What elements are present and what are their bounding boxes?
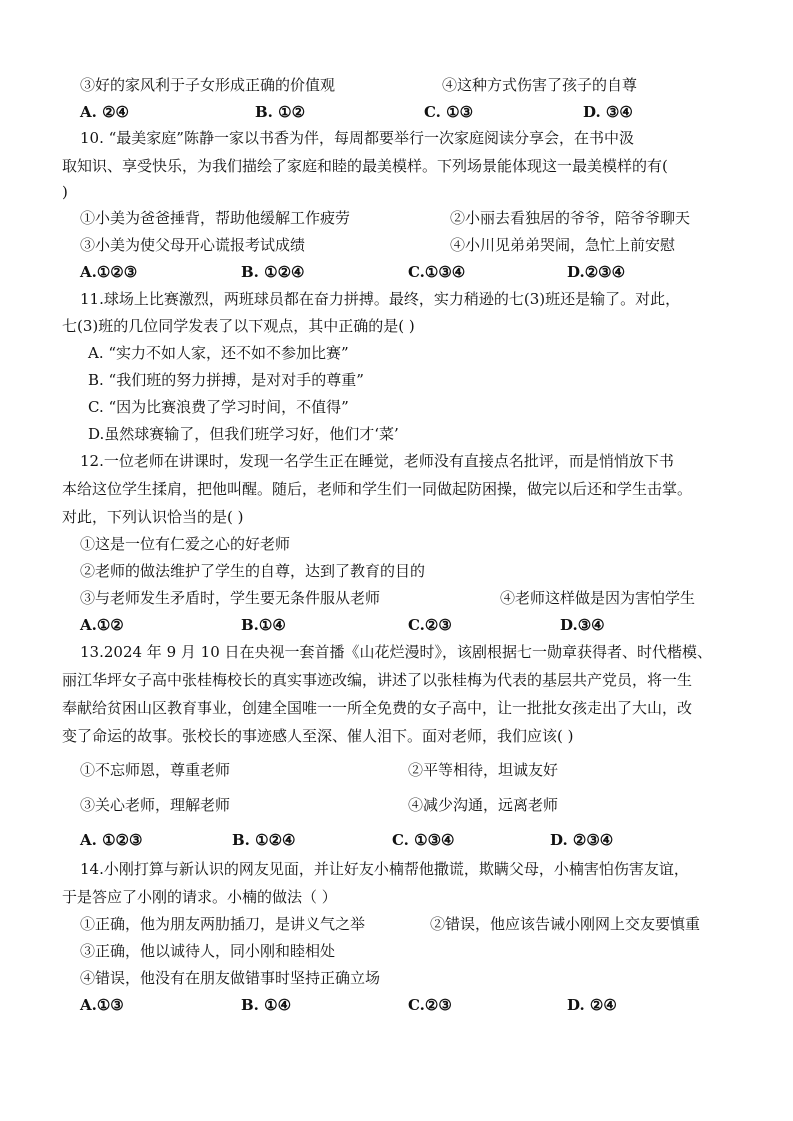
q13-option-d: D. ②③④ <box>550 831 614 849</box>
q12-statement-1: ①这是一位有仁爱之心的好老师 <box>80 535 291 553</box>
q10-option-c: C.①③④ <box>408 263 466 281</box>
q14-option-a: A.①③ <box>80 996 124 1014</box>
q13-option-b: B. ①②④ <box>232 831 296 849</box>
q13-statement-2: ②平等相待，坦诚友好 <box>408 761 559 779</box>
q10-option-b: B. ①②④ <box>241 263 305 281</box>
q13-stem-line-3: 奉献给贫困山区教育事业，创建全国唯一一所全免费的女子高中，让一批批女孩走出了大山，改 <box>62 699 693 717</box>
q12-option-b: B.①④ <box>241 616 286 634</box>
q9-statement-3: ③好的家风利于子女形成正确的价值观 <box>80 76 336 94</box>
q13-stem-line-4: 变了命运的故事。张校长的事迹感人至深、催人泪下。面对老师，我们应该( ) <box>62 727 574 745</box>
q14-option-c: C.②③ <box>408 996 452 1014</box>
q10-stem-line-2: 取知识、享受快乐，为我们描绘了家庭和睦的最美模样。下列场景能体现这一最美模样的有( <box>62 157 668 175</box>
q14-statement-2: ②错误，他应该告诫小刚网上交友要慎重 <box>430 915 701 933</box>
q14-stem-line-2: 于是答应了小刚的请求。小楠的做法（ ） <box>62 888 337 906</box>
q10-option-a: A.①②③ <box>80 263 138 281</box>
q14-statement-1: ①正确，他为朋友两肋插刀，是讲义气之举 <box>80 915 366 933</box>
q14-stem-line-1: 14.小刚打算与新认识的网友见面，并让好友小楠帮他撒谎，欺瞒父母，小楠害怕伤害友谊， <box>80 860 689 878</box>
q14-option-b: B. ①④ <box>241 996 292 1014</box>
q10-option-d: D.②③④ <box>567 263 626 281</box>
q12-statement-2: ②老师的做法维护了学生的自尊，达到了教育的目的 <box>80 562 426 580</box>
q10-statement-1: ①小美为爸爸捶背，帮助他缓解工作疲劳 <box>80 209 351 227</box>
q12-stem-line-3: 对此，下列认识恰当的是( ) <box>62 508 244 526</box>
q13-stem-line-1: 13.2024 年 9 月 10 日在央视一套首播《山花烂漫时》，该剧根据七一勋章获得者、时代楷模、 <box>80 643 713 661</box>
q9-option-b: B. ①② <box>255 103 306 121</box>
q13-statement-4: ④减少沟通，远离老师 <box>408 796 559 814</box>
q10-statement-3: ③小美为使父母开心谎报考试成绩 <box>80 236 306 254</box>
q13-statement-3: ③关心老师，理解老师 <box>80 796 231 814</box>
q14-option-d: D. ②④ <box>567 996 617 1014</box>
q13-stem-line-2: 丽江华坪女子高中张桂梅校长的真实事迹改编，讲述了以张桂梅为代表的基层共产党员，将一生 <box>62 671 693 689</box>
q12-statement-4: ④老师这样做是因为害怕学生 <box>500 589 696 607</box>
q10-statement-2: ②小丽去看独居的爷爷，陪爷爷聊天 <box>450 209 691 227</box>
q13-option-a: A. ①②③ <box>80 831 143 849</box>
q9-option-a: A. ②④ <box>80 103 129 121</box>
q9-statement-4: ④这种方式伤害了孩子的自尊 <box>442 76 638 94</box>
q11-option-d: D.虽然球赛输了，但我们班学习好，他们才‘菜’ <box>88 425 399 443</box>
q13-statement-1: ①不忘师恩，尊重老师 <box>80 761 231 779</box>
q11-option-c: C. “因为比赛浪费了学习时间，不值得” <box>88 398 349 416</box>
q12-stem-line-1: 12.一位老师在讲课时，发现一名学生正在睡觉，老师没有直接点名批评，而是悄悄放下书 <box>80 452 674 470</box>
q10-statement-4: ④小川见弟弟哭闹，急忙上前安慰 <box>450 236 676 254</box>
q13-option-c: C. ①③④ <box>392 831 455 849</box>
q14-statement-3: ③正确，他以诚待人，同小刚和睦相处 <box>80 942 336 960</box>
q12-option-a: A.①② <box>80 616 124 634</box>
q11-stem-line-2: 七(3)班的几位同学发表了以下观点，其中正确的是( ) <box>62 317 415 335</box>
q11-option-b: B. “我们班的努力拼搏，是对对手的尊重” <box>88 371 364 389</box>
q9-option-d: D. ③④ <box>583 103 633 121</box>
q12-stem-line-2: 本给这位学生揉肩，把他叫醒。随后，老师和学生们一同做起防困操，做完以后还和学生击掌。 <box>62 480 693 498</box>
q12-option-d: D.③④ <box>560 616 605 634</box>
q11-option-a: A. “实力不如人家，还不如不参加比赛” <box>88 344 349 362</box>
q10-stem-line-3: ) <box>62 183 68 201</box>
q12-statement-3: ③与老师发生矛盾时，学生要无条件服从老师 <box>80 589 381 607</box>
q14-statement-4: ④错误，他没有在朋友做错事时坚持正确立场 <box>80 969 381 987</box>
q10-stem-line-1: 10. “最美家庭”陈静一家以书香为伴，每周都要举行一次家庭阅读分享会，在书中汲 <box>80 129 634 147</box>
q12-option-c: C.②③ <box>408 616 452 634</box>
q9-option-c: C. ①③ <box>424 103 474 121</box>
q11-stem-line-1: 11.球场上比赛激烈，两班球员都在奋力拼搏。最终，实力稍逊的七(3)班还是输了。对此， <box>80 290 681 308</box>
